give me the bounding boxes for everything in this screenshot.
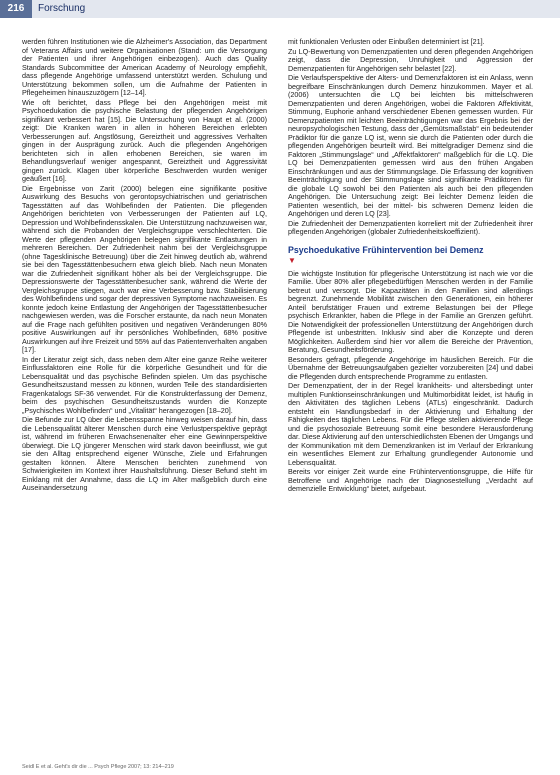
paragraph: mit funktionalen Verlusten oder Einbußen determiniert ist [21].	[288, 37, 485, 46]
paragraph: In der Literatur zeigt sich, dass neben dem Alter eine ganze Reihe weiterer Einflussfaktoren eine Rolle für die körperliche Gesundheit und für die Lebensqualität und das psychische Befinden spielen. Um das psychische Gesundheitszustand messen zu können, wurden Teile des standardisierten Fragenkatalogs SF-36 verwendet. Für die Konstrukterfassung der Demenz, beim des psychischen Gesundheitszustands wurden die Konzepte „Psychisches Wohlbefinden“ und „Vitalität“ herangezogen [18–20].	[22, 354, 267, 415]
paragraph: Die Befunde zur LQ über die Lebensspanne hinweg weisen darauf hin, dass die Lebensqualität älterer Menschen durch eine Verlustperspektive geprägt ist, während im früheren Erwachsenenalter eher eine Gewinnperspektive überwiegt. Die LQ jüngerer Menschen wird stark davon beeinflusst, wie gut sie den Alltag entsprechend eigener Wünsche, Ziele und Erfahrungen gestalten können. Ältere Menschen berichten zunehmend von Schwierigkeiten im Kontext ihrer Haushaltsführung. Dieser Befund steht im Einklang mit der Annahme, dass die LQ im Alter maßgeblich durch eine Auseinandersetzung	[22, 415, 267, 492]
paragraph: Bereits vor einiger Zeit wurde eine Frühinterventionsgruppe, die Hilfe für Betroffene und Angehörige nach der Diagnosestellung „Verdacht auf demenzielle Entwicklung“ bietet, aufgebaut.	[288, 467, 533, 493]
citation-footer: Seidl E et al. Geht's dir die ... Psych Pflege 2007; 13: 214–219	[22, 764, 174, 770]
section-heading	[288, 245, 533, 266]
paragraph: Wie oft berichtet, dass Pflege bei den Angehörigen meist mit Psychoedukation die psychische Belastung der pflegenden Angehörigen signifikant verbessert hat [15]. Die Untersuchung von Haupt et al. (2000) zeigt: Die Kranken waren in allen in höheren Bereichen erlebten Verbesserungen auf. Angstlösung, Gereiztheit und aggressives Verhalten gingen in der Ausprägung zurück. Auch die pflegenden Angehörigen berichteten sich in allen erhobenen Bereichen, sie waren im Behandlungsverlauf weniger angespannt, Gereiztheit und Aggressivität gingen zurück. Klagen über körperliche Beschwerden wurden weniger geäußert [16].	[22, 97, 267, 183]
paragraph: werden führen Institutionen wie die Alzheimer's Association, das Department of Veterans Affairs und weitere Organisationen (Stand: um die Versorgung der Patienten und ihrer Angehörigen einbezogen). Auch das Quality Standards Subcommittee der American Academy of Neurology empfiehlt, dass pflegende Angehörige umfassend unterstützt werden. Schulung und Unterstützung bekommen sollen, um die Aufnahme der Patienten in Pflegeheimen hinauszuzögern [12–14].	[22, 37, 267, 97]
arrow-down-icon: ▼	[288, 255, 296, 265]
right-column	[288, 38, 533, 495]
left-column	[22, 38, 267, 494]
page-number: 216	[0, 0, 32, 18]
paragraph: Zu LQ-Bewertung von Demenzpatienten und deren pflegenden Angehörigen zeigt, dass die Depression, Unruhigkeit und Aggression der Demenzpatienten für Angehörigen sehr belastet [22].	[288, 46, 533, 73]
paragraph: Die Verlaufsperspektive der Alters- und Demenzfaktoren ist ein Anlass, wenn begreifbare Einschränkungen durch Demenz hinzukommen. Mayer et al. (2006) untersuchten die LQ bei leichten bis mittelschweren Demenzpatienten und deren Angehörigen, wobei die Faktoren Affektivität, Stimmung, Euphorie anhand verschiedener Ebenen gemessen wurden. Für Demenzpatienten mit leichten Beeinträchtigungen war das Ergebnis bei der neuropsychologischen Testung, dass der „Gemütsmaßstab“ ein bedeutender Prädiktor für die ganze LQ ist, wenn sie durch die Patienten oder durch die pflegenden Angehörigen beurteilt wird. Bei mittelgradiger Demenz sind die Faktoren „Stimmungslage“ und „Affektfaktoren“ maßgeblich für die LQ. Die LQ bei Demenzpatienten gemessen wird aus den frühen Angaben Einschränkungen und aus der Stimmungslage. Die Erfassung der kognitiven Beeinträchtigung und der Stimmungslage sind signifikante Prädiktoren für die globale LQ sowohl bei den Patienten als auch bei den pflegenden Angehörigen. Die Untersuchung zeigt: Bei leichter Demenz leiden die Patienten wesentlich, bei der mittel- bis schweren Demenz leiden die Angehörigen und deren LQ [23].	[288, 73, 533, 218]
paragraph: Der Demenzpatient, der in der Regel krankheits- und altersbedingt unter multiplen Funktionseinschränkungen und Multimorbidität leidet, ist häufig in den Aktivitäten des täglichen Lebens (ATLs) eingeschränkt. Dadurch entsteht ein Handlungsbedarf in der Aktivierung und Erhaltung der Fähigkeiten des täglichen Lebens. Für die Pflege stellen aktivierende Pflege und die psychosoziale Betreuung somit eine besondere Herausforderung dar. Diese Aktivierung auf den unterschiedlichsten Ebenen der Umgangs und der Kommunikation mit dem Demenzkranken ist im Verlauf der Erkrankung ein wesentliches Element zur Erhaltung grundlegender Autonomie und Lebensqualität.	[288, 381, 533, 467]
paragraph: Die wichtigste Institution für pflegerische Unterstützung ist nach wie vor die Familie. Über 80% aller pflegebedürftigen Menschen werden in der Familie betreut und versorgt. Die Kapazitäten in den Familien sind allerdings begrenzt. Zunehmende Mobilität zwischen den Generationen, ein höherer Anteil berufstätiger Frauen und extreme Belastungen bei der Pflege psychisch Erkrankter, haben die Pflege in der Familie an Grenzen geführt. Die Notwendigkeit der professionellen Unterstützung der Angehörigen durch Pflegende ist unbestritten. Inklusiv sind aber die Konzepte und deren Möglichkeiten. Außerdem sind hier vor allem die Bereiche der Prävention, Beratung, Gesundheitsförderung.	[288, 268, 533, 354]
paragraph: Besonders gefragt, pflegende Angehörige im häuslichen Bereich. Für die Übernahme der Betreuungsaufgaben gezielter vorzubereiten [24] und dabei die Pflegenden durch entsprechende Programme zu entlasten.	[288, 354, 533, 381]
paragraph: Die Zufriedenheit der Demenzpatienten korreliert mit der Zufriedenheit ihrer pflegenden Angehörigen (globaler Zufriedenheitskoeffizient).	[288, 218, 533, 236]
heading-text: Psychoedukative Frühintervention bei Demenz	[288, 244, 484, 255]
paragraph: Die Ergebnisse von Zarit (2000) belegen eine signifikante positive Auswirkung des Besuchs von gerontopsychiatrischen und geriatrischen Tagesstätten auf das Wohlbefinden der Patienten. Die pflegenden Angehörigen berichteten von Verbesserungen der Patienten auf LQ, Depression und Wohlbefindensskalen. Die Unterstützung nachzuweisen war, während sich die Probanden der Vergleichsgruppe verschlechterten. Die Werte der pflegenden Angehörigen belegen signifikante Entlastungen in mehreren Bereichen. Der Zufriedenheit nahm bei der Vergleichsgruppe (ohne Tagesklinische Betreuung) über die Zeit hinweg deutlich ab, während sie bei den Tagesstättenbesuchern etwa gleich blieb. Nach neun Monaten war die Zufriedenheit signifikant höher als bei der Vergleichsgruppe. Die Depressionswerte der Tagesstättenbesucher sank, während die Werte der Vergleichsgruppe stiegen, auch war eine Verbesserung bzw. Stabilisierung des Wohlbefindens und sogar der depressiven Symptome nachzuweisen. Es konnte jedoch keine Entlastung der Angehörigen der Tagesstättenbesucher nachgewiesen werden, was die Forscher erstaunte, da nach neun Monaten auf die Frage nach gefühlten positiven und negativen Veränderungen 80% positive Auswirkungen auf ihr persönliches Wohlbefinden, 68% positive Auswirkungen auf ihre Freizeit und 55% auf das Patientenverhalten angaben [17].	[22, 183, 267, 354]
section-title: Forschung	[38, 3, 86, 14]
header-bar	[0, 0, 560, 18]
